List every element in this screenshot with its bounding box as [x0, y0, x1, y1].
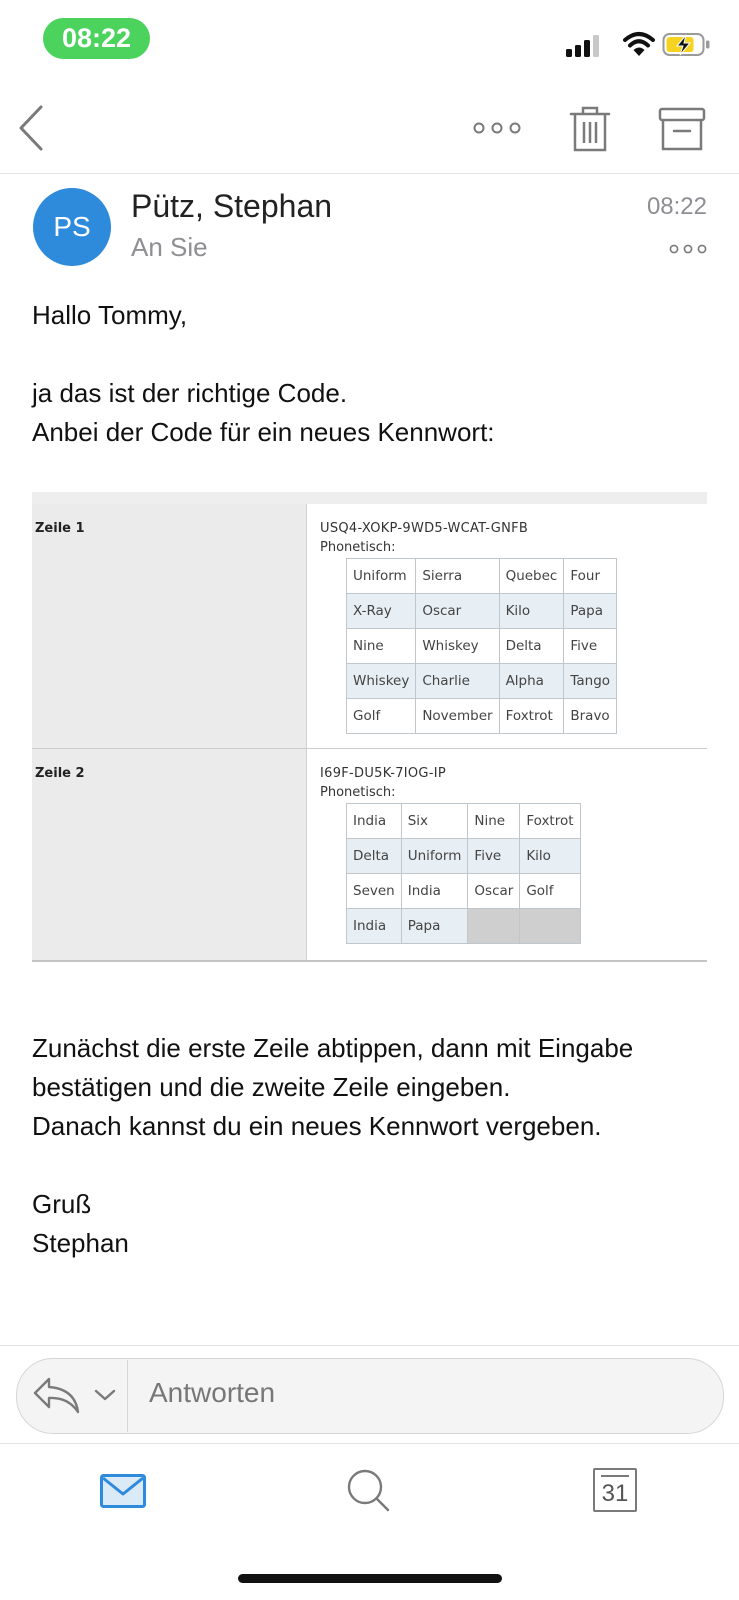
avatar[interactable]: PS	[33, 188, 111, 266]
message-options-icon[interactable]	[668, 243, 708, 255]
trash-icon[interactable]	[568, 104, 612, 154]
table-cell: Quebec	[499, 559, 564, 594]
table-cell: Papa	[401, 909, 468, 944]
body-line: Zunächst die erste Zeile abtippen, dann mit Eingabe	[32, 1033, 634, 1063]
table-row	[347, 909, 581, 944]
calendar-day: 31	[601, 1480, 629, 1507]
reply-separator	[127, 1360, 128, 1432]
wifi-icon	[622, 30, 656, 58]
row-label: Zeile 2	[35, 766, 85, 781]
label-column	[32, 504, 306, 960]
empty-cell	[468, 909, 520, 944]
table-row	[347, 559, 617, 594]
table-cell: Oscar	[416, 594, 499, 629]
table-row	[347, 594, 617, 629]
table-cell: Five	[468, 839, 520, 874]
phonetic-table-1	[346, 558, 617, 734]
signature: Stephan	[32, 1228, 129, 1258]
chevron-down-icon[interactable]	[94, 1388, 116, 1402]
empty-cell	[520, 909, 580, 944]
table-cell: Kilo	[520, 839, 580, 874]
phonetic-label: Phonetisch:	[320, 540, 396, 555]
code-line-1: USQ4-XOKP-9WD5-WCAT-GNFB	[320, 521, 529, 536]
table-cell: Foxtrot	[520, 804, 580, 839]
table-row	[347, 874, 581, 909]
table-cell: Alpha	[499, 664, 564, 699]
mail-icon[interactable]	[100, 1474, 146, 1508]
table-row	[347, 699, 617, 734]
table-cell: Oscar	[468, 874, 520, 909]
table-cell: Delta	[499, 629, 564, 664]
table-cell: Six	[401, 804, 468, 839]
code-line-2: I69F-DU5K-7IOG-IP	[320, 766, 447, 781]
table-cell: Golf	[347, 699, 416, 734]
code-table-header	[32, 492, 707, 504]
message-time: 08:22	[646, 193, 707, 220]
calendar-icon[interactable]	[593, 1468, 637, 1512]
row-divider	[32, 748, 707, 749]
sender-name[interactable]: Pütz, Stephan	[131, 188, 333, 224]
table-cell: Foxtrot	[499, 699, 564, 734]
table-cell: India	[347, 909, 402, 944]
body-line: ja das ist der richtige Code.	[32, 378, 348, 408]
table-cell: Papa	[564, 594, 617, 629]
cellular-signal-icon	[566, 34, 602, 58]
table-cell: Uniform	[401, 839, 468, 874]
table-cell: Charlie	[416, 664, 499, 699]
table-cell: Bravo	[564, 699, 617, 734]
search-icon[interactable]	[346, 1468, 392, 1514]
back-icon[interactable]	[16, 104, 46, 152]
column-divider	[306, 504, 307, 960]
table-cell: Seven	[347, 874, 402, 909]
table-cell: Four	[564, 559, 617, 594]
table-cell: Tango	[564, 664, 617, 699]
table-row	[347, 629, 617, 664]
table-cell: X-Ray	[347, 594, 416, 629]
battery-charging-icon	[662, 32, 712, 58]
status-time: 08:22	[43, 18, 150, 59]
table-row	[347, 664, 617, 699]
body-line: bestätigen und die zweite Zeile eingeben.	[32, 1072, 511, 1102]
more-options-icon[interactable]	[472, 121, 522, 135]
home-indicator	[238, 1574, 502, 1583]
greeting: Hallo Tommy,	[32, 300, 188, 330]
table-row	[347, 839, 581, 874]
archive-icon[interactable]	[658, 106, 706, 152]
recipient-label[interactable]: An Sie	[131, 232, 208, 262]
reply-icon[interactable]	[32, 1374, 82, 1416]
table-cell: India	[347, 804, 402, 839]
table-cell: Sierra	[416, 559, 499, 594]
table-cell: Nine	[347, 629, 416, 664]
reply-bar[interactable]	[16, 1358, 724, 1434]
table-cell: Delta	[347, 839, 402, 874]
table-bottom-border	[32, 960, 707, 962]
table-cell: Golf	[520, 874, 580, 909]
phonetic-label: Phonetisch:	[320, 785, 396, 800]
table-cell: November	[416, 699, 499, 734]
table-row	[347, 804, 581, 839]
row-label: Zeile 1	[35, 521, 85, 536]
table-cell: Nine	[468, 804, 520, 839]
table-cell: Uniform	[347, 559, 416, 594]
closing: Gruß	[32, 1189, 92, 1219]
reply-divider	[0, 1345, 739, 1346]
code-table	[32, 492, 707, 962]
tab-bar-divider	[0, 1443, 739, 1444]
phonetic-table-2	[346, 803, 581, 944]
body-line: Danach kannst du ein neues Kennwort vergeben.	[32, 1111, 602, 1141]
table-cell: Five	[564, 629, 617, 664]
toolbar-divider	[0, 173, 739, 174]
table-cell: Whiskey	[416, 629, 499, 664]
body-line: Anbei der Code für ein neues Kennwort:	[32, 417, 495, 447]
table-cell: India	[401, 874, 468, 909]
table-cell: Whiskey	[347, 664, 416, 699]
reply-input[interactable]: Antworten	[149, 1377, 276, 1408]
table-cell: Kilo	[499, 594, 564, 629]
